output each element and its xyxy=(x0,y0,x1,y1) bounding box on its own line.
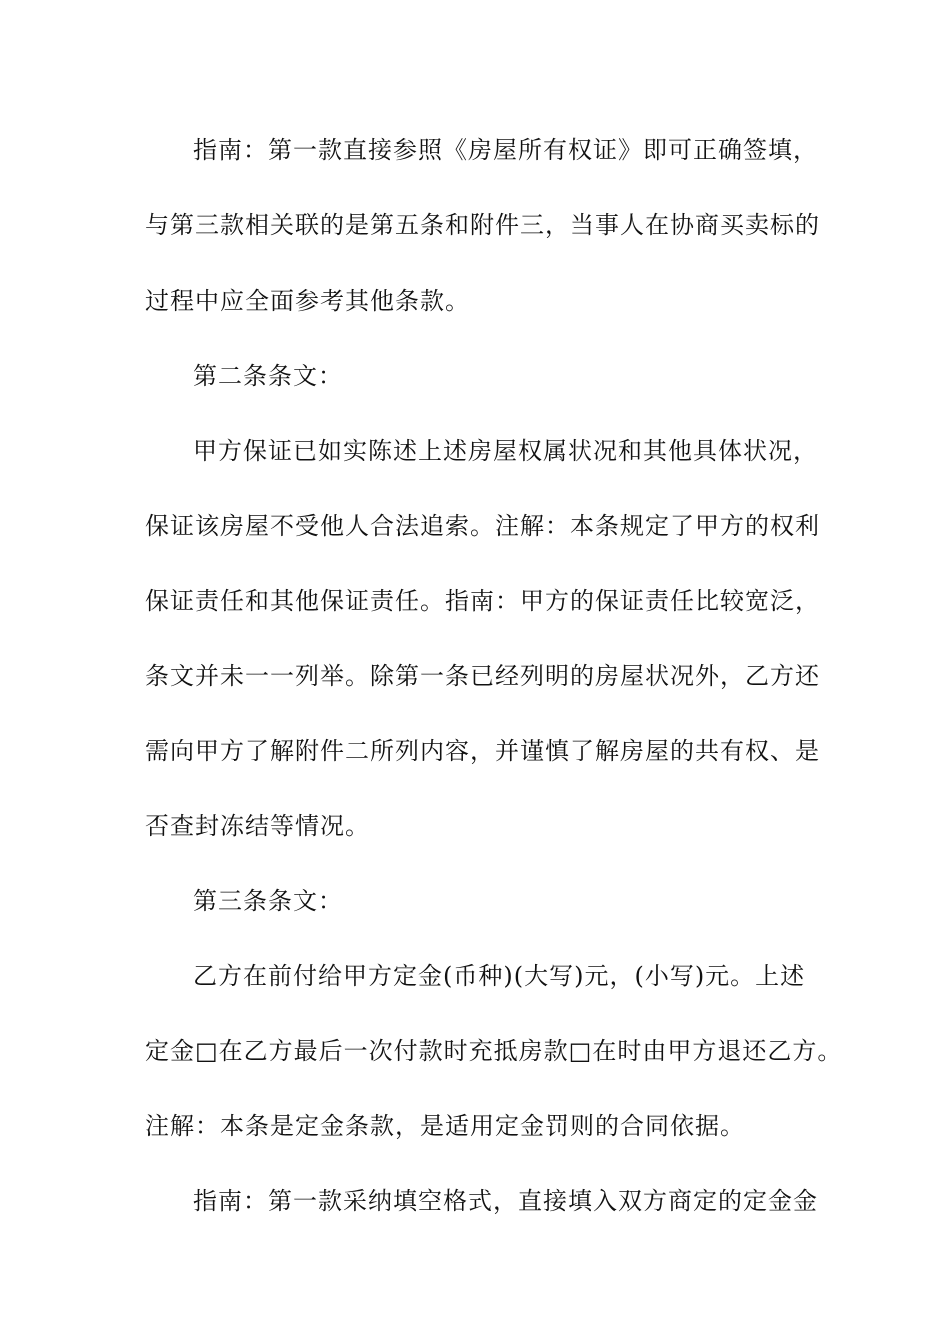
paragraph-line: 过程中应全面参考其他条款。 xyxy=(145,287,470,315)
paragraph-line: 定金□在乙方最后一次付款时充抵房款□在时由甲方退还乙方。 xyxy=(145,1037,843,1065)
paragraph-line: 条文并未一一列举。除第一条已经列明的房屋状况外，乙方还 xyxy=(145,662,820,690)
paragraph-line: 需向甲方了解附件二所列内容，并谨慎了解房屋的共有权、是 xyxy=(145,737,820,765)
section-heading: 第三条条文： xyxy=(193,887,343,915)
section-heading: 第二条条文： xyxy=(193,362,343,390)
paragraph-line: 否查封冻结等情况。 xyxy=(145,812,370,840)
paragraph-line: 与第三款相关联的是第五条和附件三，当事人在协商买卖标的 xyxy=(145,211,820,239)
paragraph-line: 指南：第一款采纳填空格式，直接填入双方商定的定金金 xyxy=(193,1187,818,1215)
paragraph-line: 甲方保证已如实陈述上述房屋权属状况和其他具体状况， xyxy=(193,437,818,465)
paragraph-line: 注解：本条是定金条款，是适用定金罚则的合同依据。 xyxy=(145,1112,745,1140)
paragraph-line: 乙方在前付给甲方定金(币种)(大写)元，(小写)元。上述 xyxy=(193,962,806,990)
paragraph-line: 保证该房屋不受他人合法追索。注解：本条规定了甲方的权利 xyxy=(145,512,820,540)
paragraph-line: 指南：第一款直接参照《房屋所有权证》即可正确签填， xyxy=(193,136,818,164)
paragraph-line: 保证责任和其他保证责任。指南：甲方的保证责任比较宽泛， xyxy=(145,587,820,615)
